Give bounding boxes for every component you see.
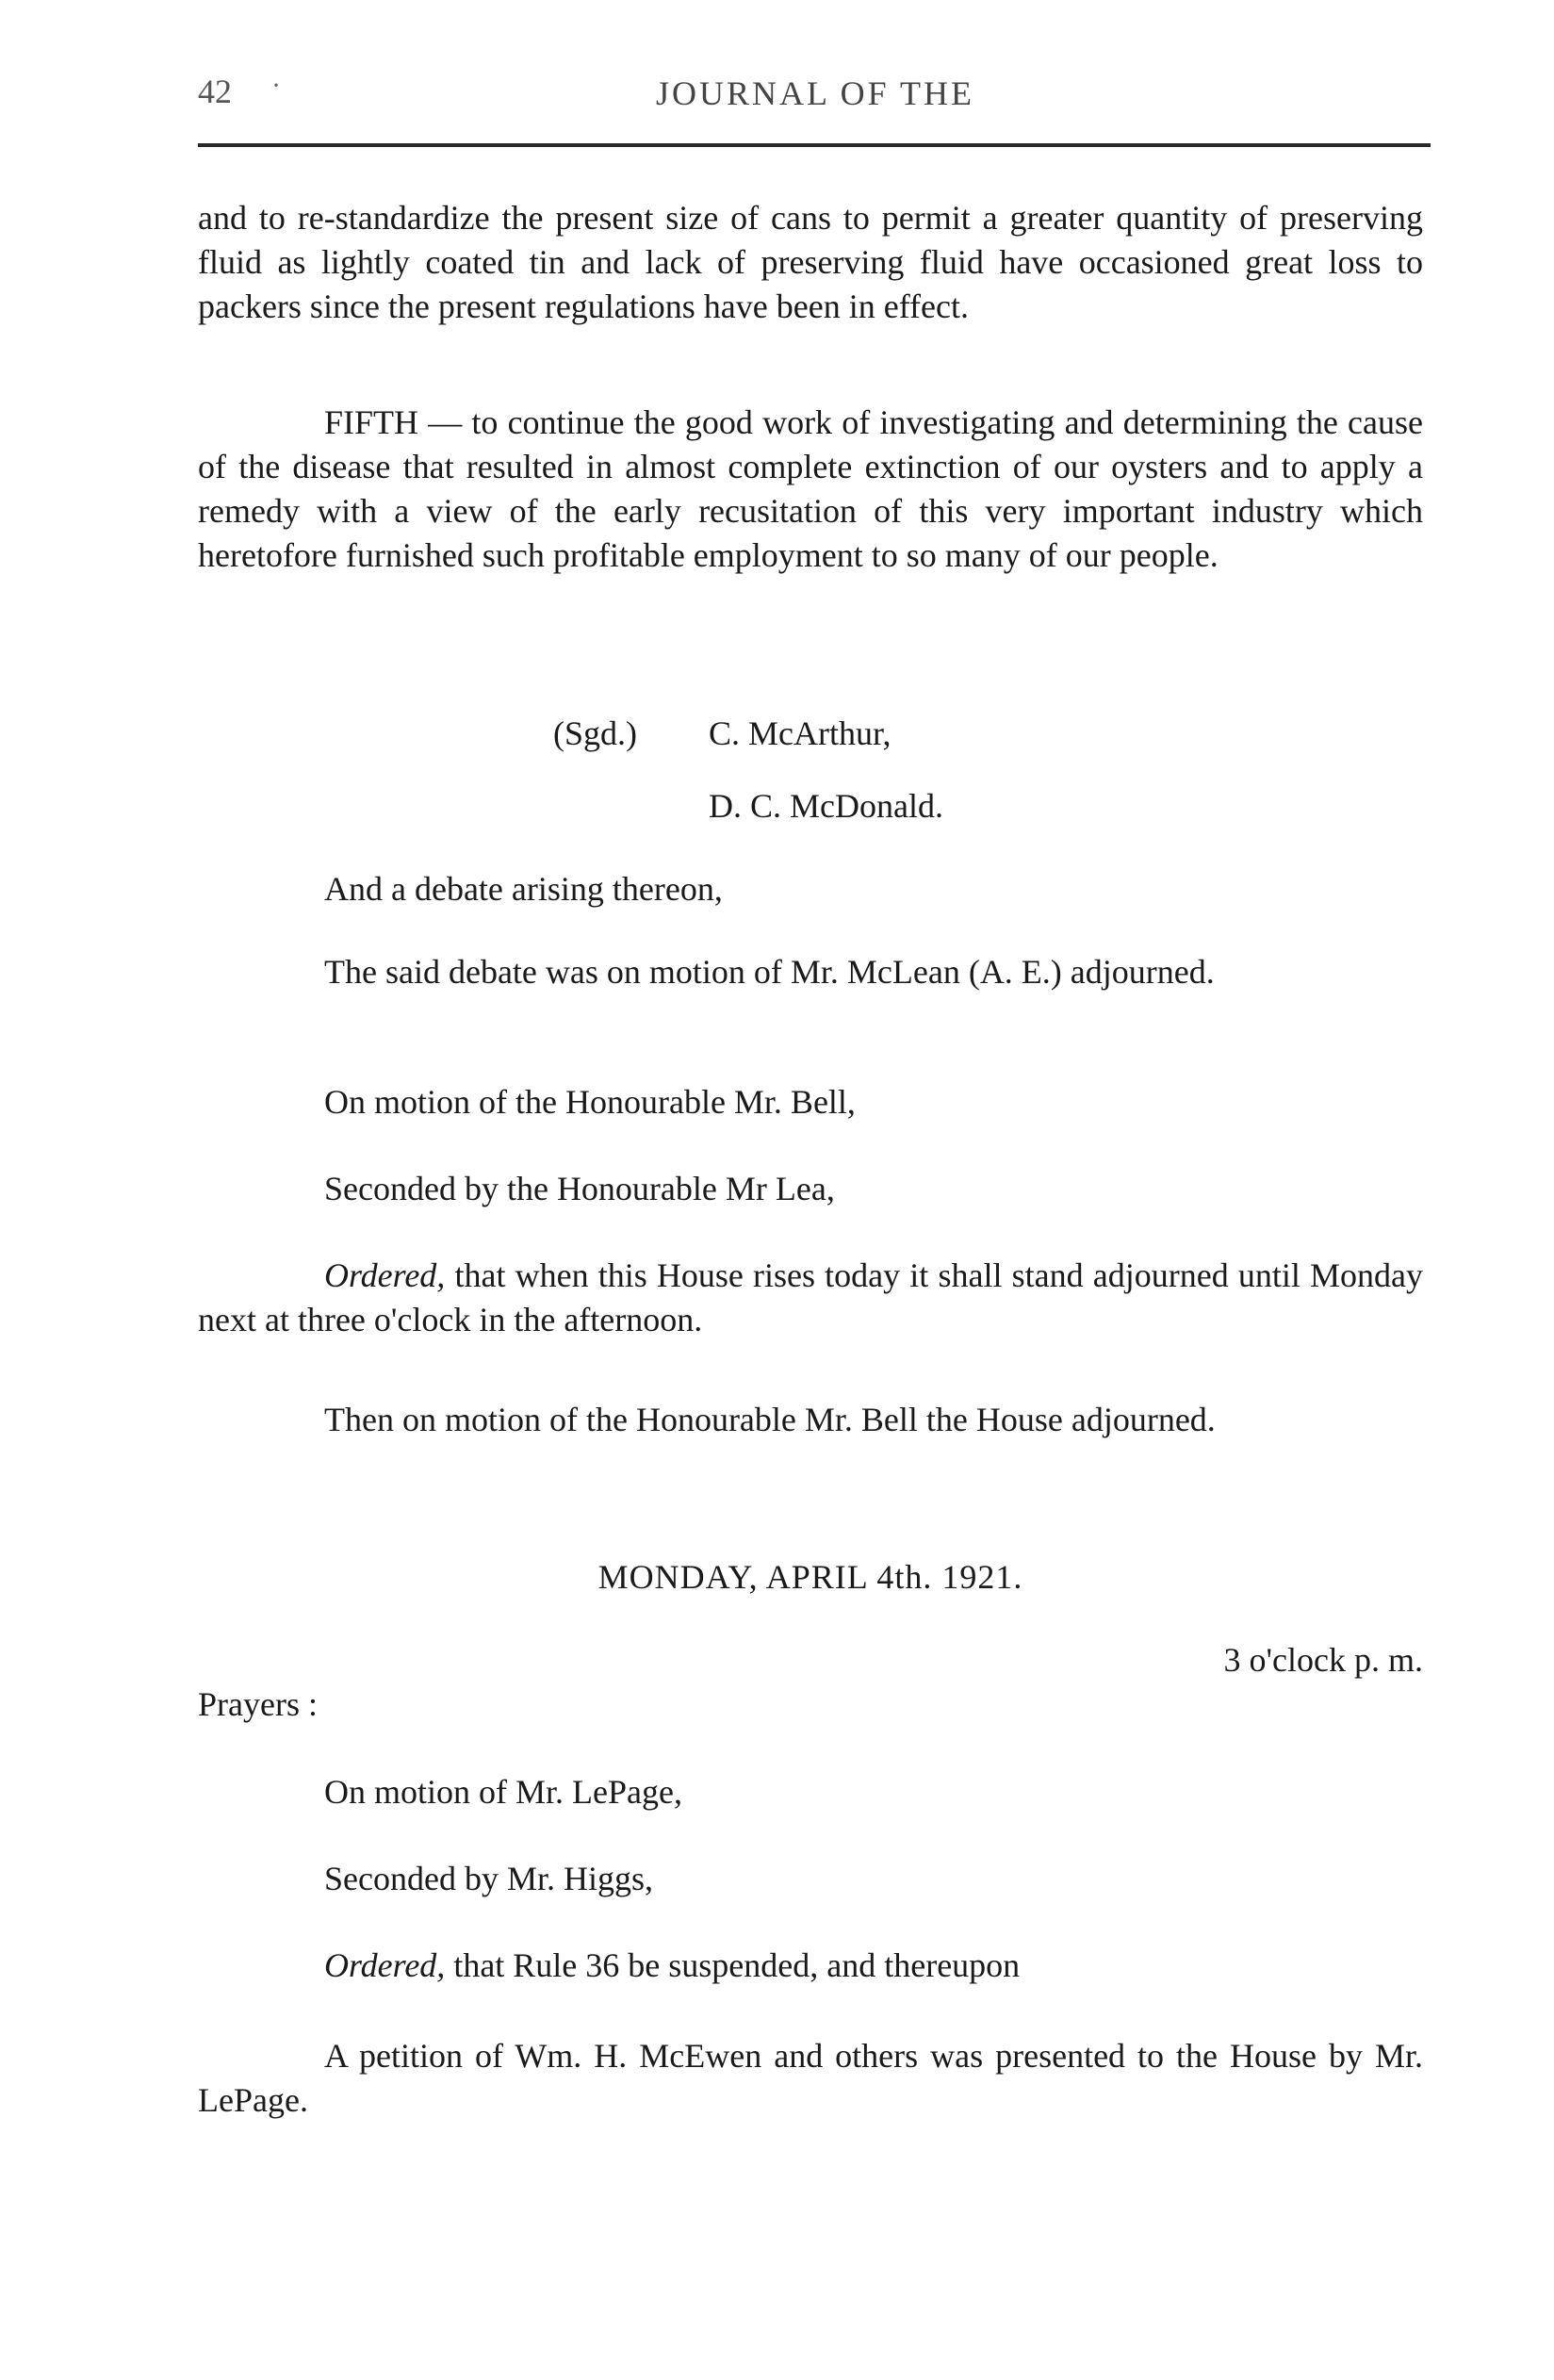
paragraph-fifth: FIFTH — to continue the good work of investigating and determining the cause of the disease that resulted in almost complete extinction of our oysters and to apply a remedy with a view of the early recusitation of this very important industry which heretofore furnished such profitable employment to so many of our people. (198, 403, 1423, 574)
header-rule (198, 143, 1431, 147)
paragraph-seconded-lea: Seconded by the Honourable Mr Lea, (324, 1170, 835, 1207)
ordered-rule-text: that Rule 36 be suspended, and thereupon (445, 1946, 1021, 1984)
signature-label: (Sgd.) (553, 714, 637, 752)
date-heading: MONDAY, APRIL 4th. 1921. (597, 1558, 1023, 1596)
ordered-text: that when this House rises today it shall stand adjourned until Monday next at three o'clock in the afternoon. (198, 1256, 1423, 1338)
ordered-italic-2: Ordered, (324, 1946, 446, 1984)
ordered-italic: Ordered, (324, 1256, 446, 1294)
page-header (198, 66, 1432, 123)
paragraph-debate: And a debate arising thereon, (324, 870, 723, 908)
paragraph-motion-lepage: On motion of Mr. LePage, (324, 1773, 682, 1811)
paragraph-ordered-rule (198, 1944, 1423, 1988)
prayers-label: Prayers : (198, 1685, 318, 1723)
paragraph-ordered-adjourn (198, 1254, 1423, 1342)
signatory-mcdonald: D. C. McDonald. (709, 787, 943, 825)
page-number: 42 (198, 73, 232, 110)
paragraph-petition: A petition of Wm. H. McEwen and others was presented to the House by Mr. LePage. (198, 2037, 1423, 2119)
paragraph-seconded-higgs: Seconded by Mr. Higgs, (324, 1860, 653, 1897)
header-dot: · (271, 70, 281, 101)
paragraph-house-adjourned: Then on motion of the Honourable Mr. Bell the House adjourned. (324, 1401, 1216, 1438)
signatory-mcarthur: C. McArthur, (709, 714, 892, 752)
paragraph-continuation: and to re-standardize the present size of cans to permit a greater quantity of preserving fluid as lightly coated tin and lack of preserving fluid have occasioned great loss to packers since the present regulations have been in effect. (198, 199, 1423, 325)
sitting-time: 3 o'clock p. m. (1223, 1641, 1423, 1679)
running-title: JOURNAL OF THE (655, 74, 974, 112)
paragraph-motion-bell: On motion of the Honourable Mr. Bell, (324, 1083, 856, 1121)
paragraph-adjourned: The said debate was on motion of Mr. McLean (A. E.) adjourned. (324, 953, 1215, 991)
